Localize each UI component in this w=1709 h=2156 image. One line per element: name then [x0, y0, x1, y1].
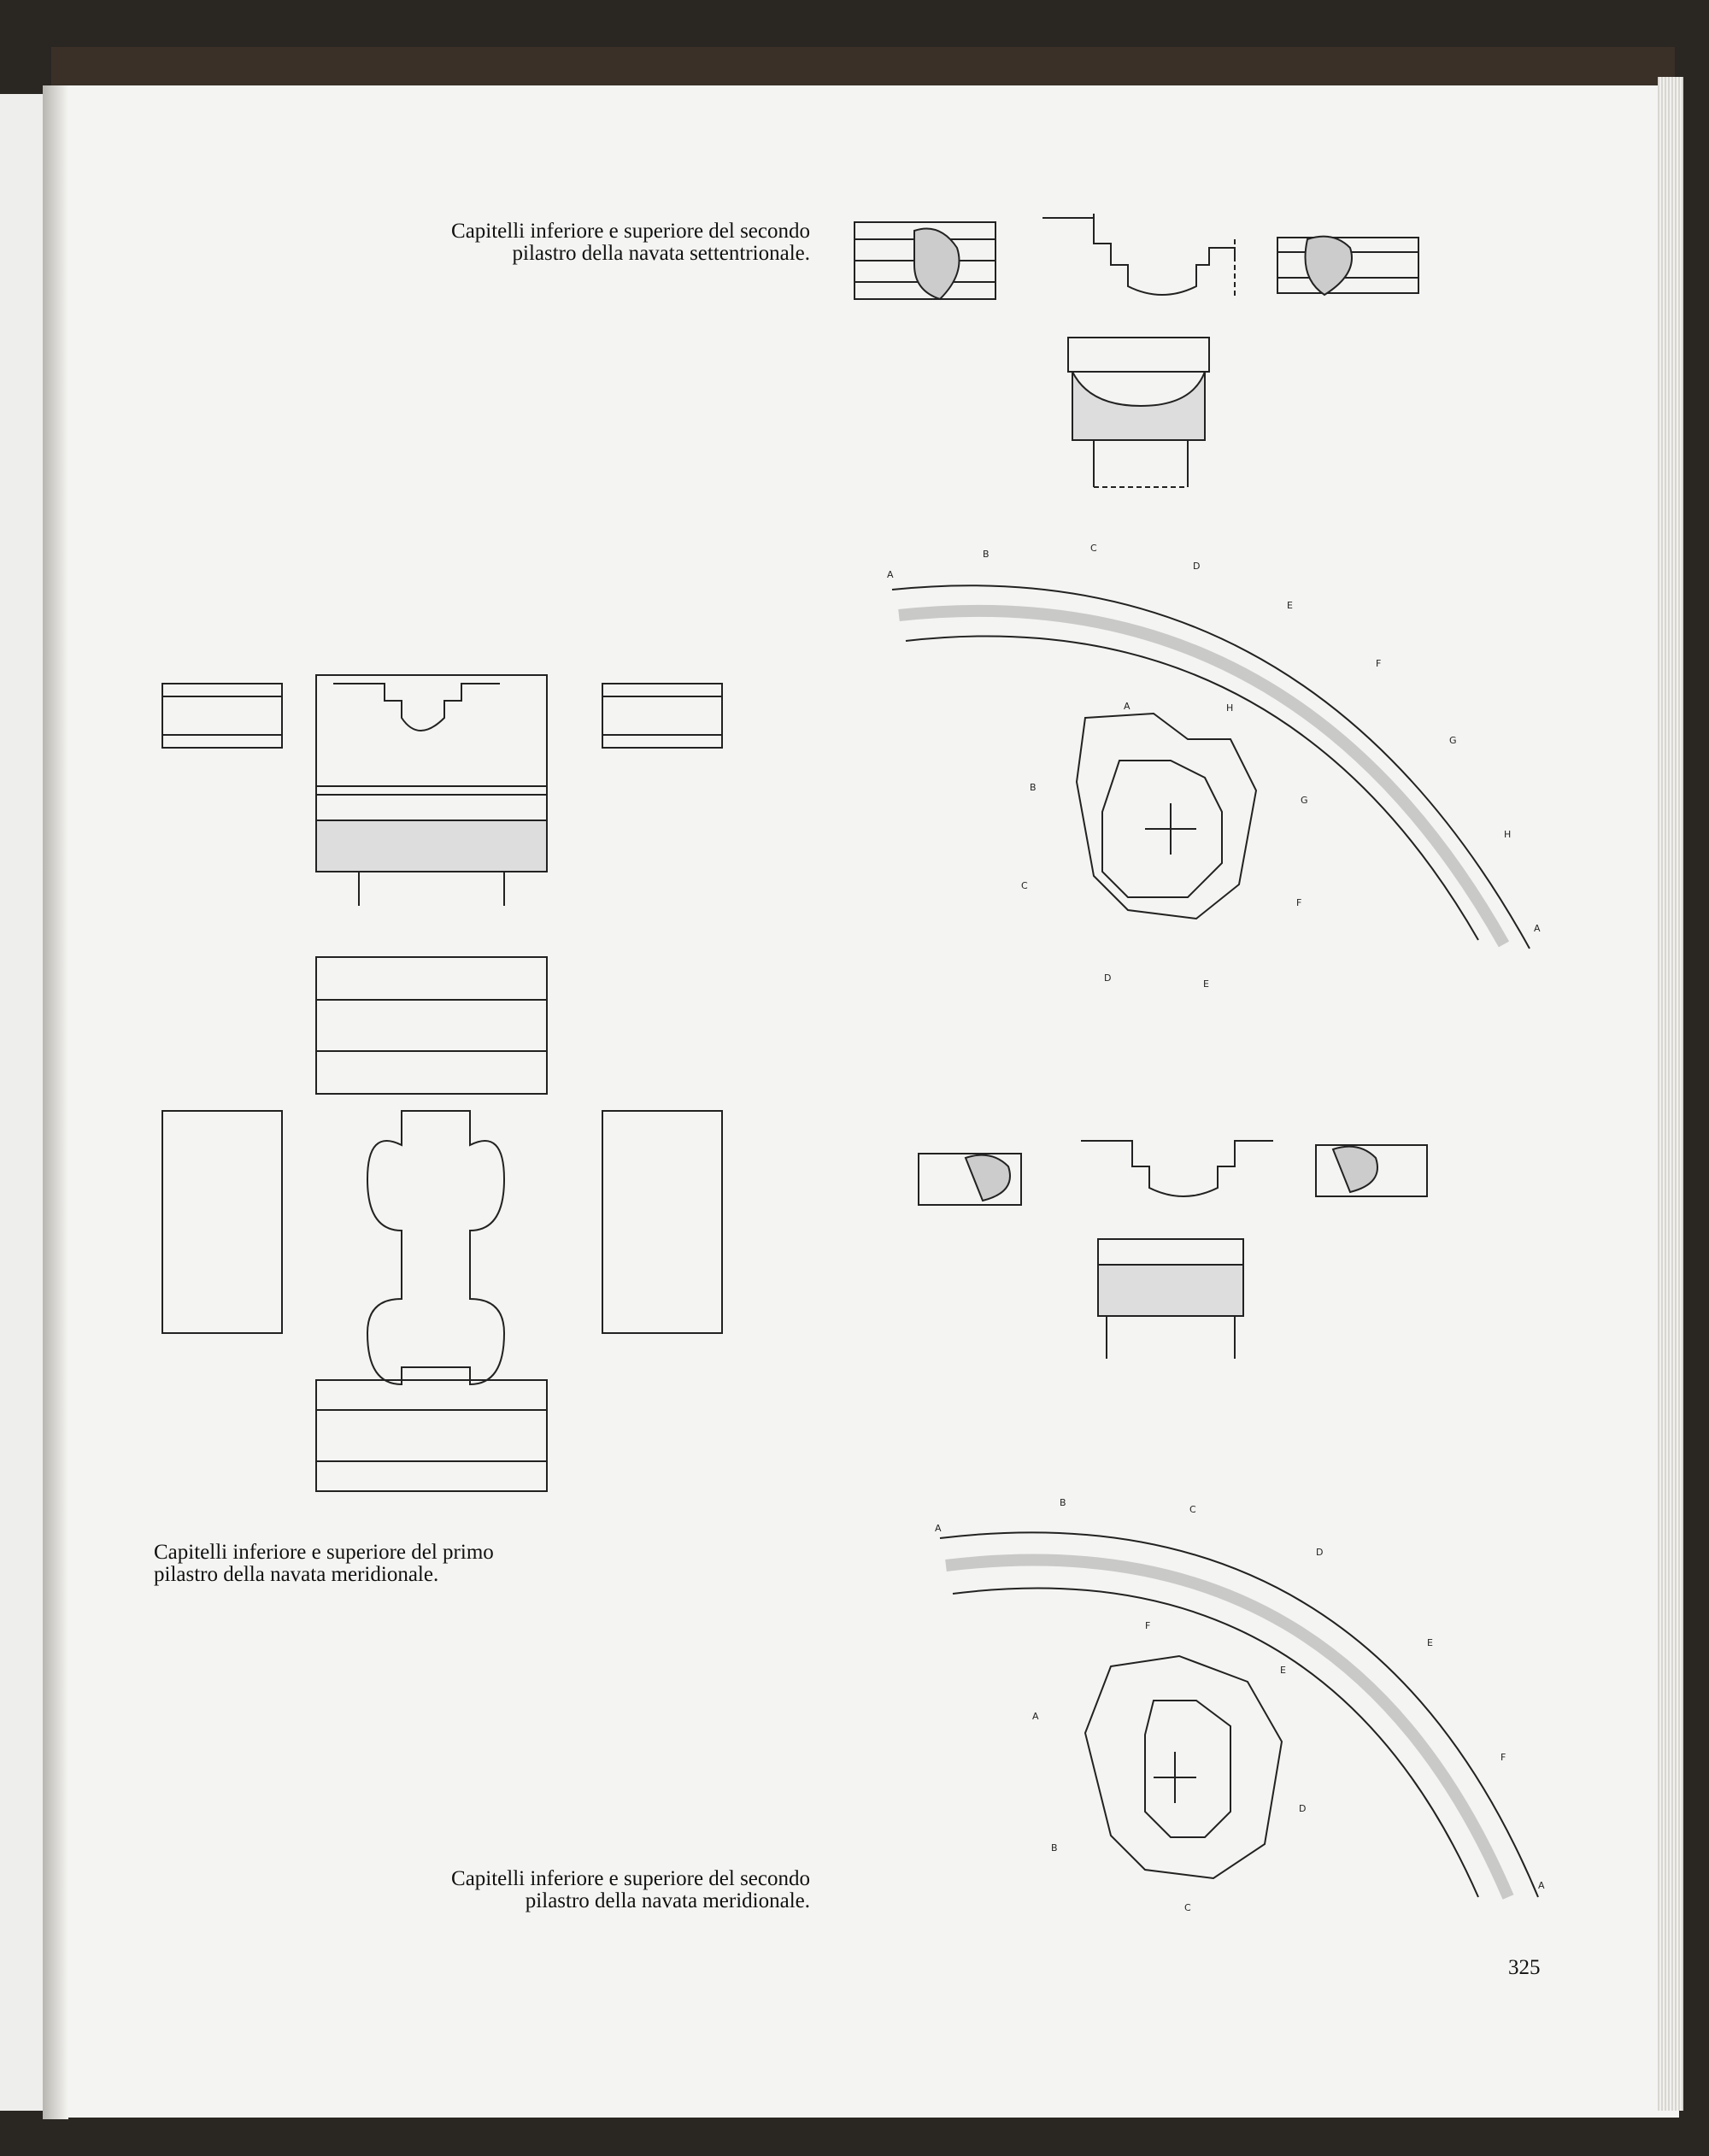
arch-label: F — [1501, 1752, 1506, 1763]
capital-drawing-south-second — [914, 1132, 1444, 1363]
plan-label: F — [1296, 897, 1302, 908]
arch-label: F — [1376, 658, 1382, 669]
plan-label: D — [1104, 972, 1112, 984]
page-number: 325 — [1508, 1956, 1541, 1979]
arch-label: E — [1287, 600, 1293, 611]
arch-label: A — [1538, 1880, 1545, 1891]
arch-label: B — [1060, 1497, 1066, 1508]
arch-label: E — [1427, 1637, 1433, 1648]
plan-label: C — [1021, 880, 1028, 891]
caption-line: pilastro della navata settentrionale. — [512, 242, 810, 265]
caption-line: pilastro della navata meridionale. — [525, 1889, 810, 1912]
arch-label: G — [1449, 735, 1457, 746]
caption-line: Capitelli inferiore e superiore del secondo — [451, 1867, 810, 1890]
plan-label: C — [1184, 1902, 1191, 1913]
plan-label: E — [1280, 1665, 1286, 1676]
plan-label: D — [1299, 1803, 1307, 1814]
arch-label: D — [1316, 1547, 1324, 1558]
caption-line: Capitelli inferiore e superiore del primo — [154, 1541, 494, 1564]
plan-label: G — [1301, 795, 1308, 806]
arch-label: A — [887, 569, 894, 580]
plan-label: B — [1051, 1842, 1058, 1853]
book-cover-edge — [51, 47, 1675, 90]
plan-label: E — [1203, 978, 1209, 990]
plan-label: F — [1145, 1620, 1151, 1631]
arch-drawing-1 — [880, 543, 1555, 990]
capital-drawing-south-first — [154, 675, 743, 1521]
page-stack-edge — [1658, 77, 1683, 2111]
plan-label: H — [1226, 702, 1234, 714]
plan-label: A — [1124, 701, 1131, 712]
arch-label: D — [1193, 561, 1201, 572]
arch-label: C — [1090, 543, 1097, 554]
caption-south-second — [359, 1868, 810, 1912]
capital-drawing-north-second — [846, 214, 1444, 504]
arch-label: C — [1189, 1504, 1196, 1515]
arch-label: B — [983, 549, 990, 560]
caption-north-second — [359, 220, 810, 265]
arch-drawing-2 — [923, 1495, 1572, 1914]
plan-label: A — [1032, 1711, 1039, 1722]
caption-line: pilastro della navata meridionale. — [154, 1563, 439, 1586]
arch-label: H — [1504, 829, 1512, 840]
page-gutter — [43, 85, 68, 2119]
caption-south-first — [154, 1542, 581, 1586]
caption-line: Capitelli inferiore e superiore del secondo — [451, 220, 810, 243]
plan-label: B — [1030, 782, 1037, 793]
arch-label: A — [935, 1523, 942, 1534]
arch-label: A — [1534, 923, 1541, 934]
